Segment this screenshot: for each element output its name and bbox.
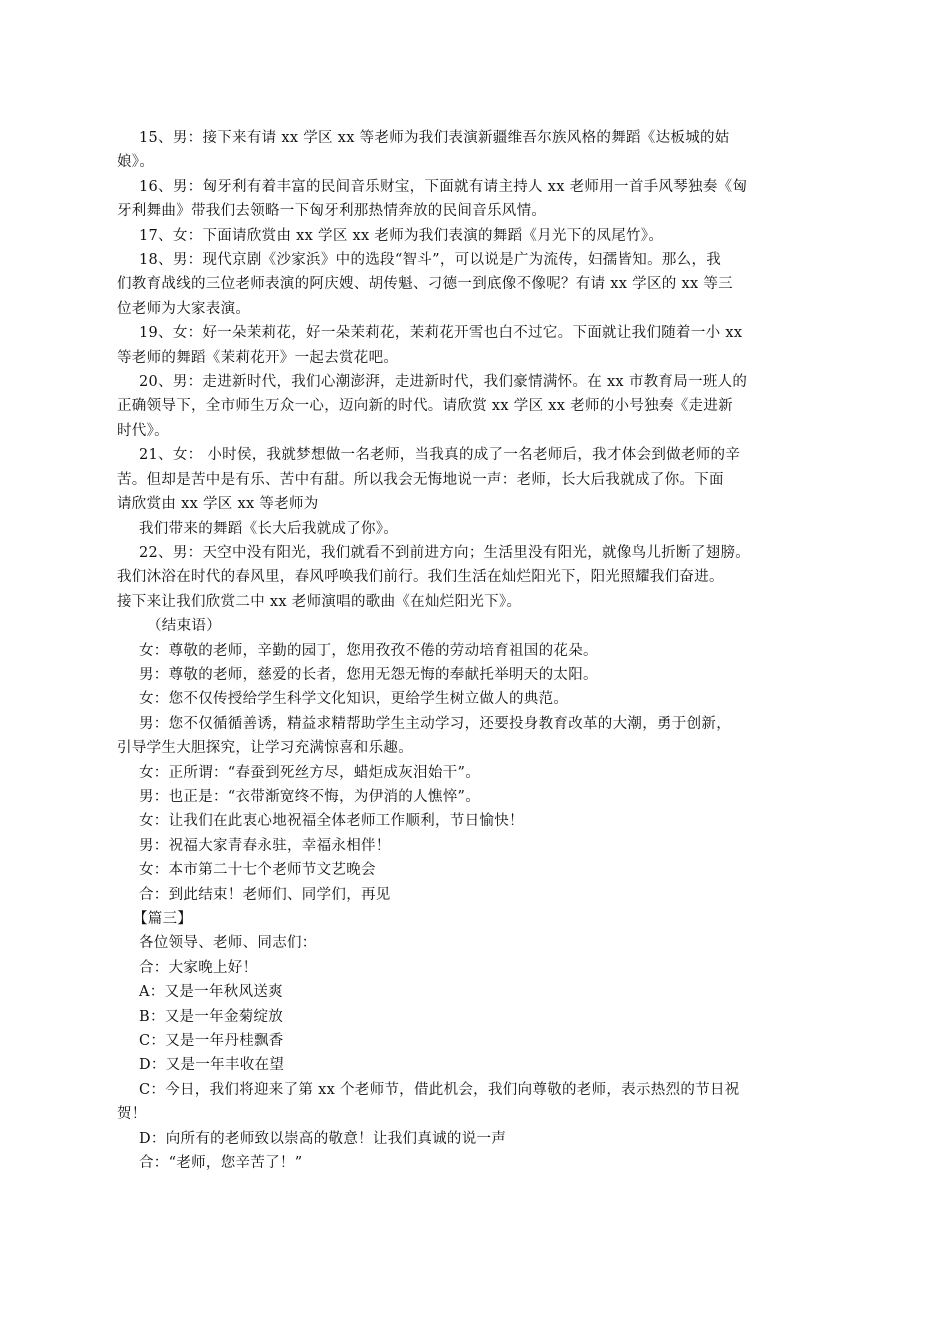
paragraph	[117, 370, 807, 443]
text-line: 18、男：现代京剧《沙家浜》中的选段“智斗”，可以说是广为流传，妇孺皆知。那么，我	[139, 252, 722, 269]
paragraph	[117, 687, 807, 711]
text-line: 各位领导、老师、同志们：	[139, 935, 317, 952]
text-line: 22、男：天空中没有阳光，我们就看不到前进方向；生活里没有阳光，就像鸟儿折断了翅膀。	[139, 544, 751, 561]
paragraph	[117, 517, 807, 541]
paragraph	[117, 175, 807, 224]
text-line: 【篇三】	[133, 911, 193, 927]
text-line: 贺！	[117, 1106, 147, 1123]
document-body	[117, 126, 807, 1175]
text-line: 男：尊敬的老师，慈爱的长者，您用无怨无悔的奉献托举明天的太阳。	[139, 666, 598, 683]
text-line: 男：也正是：“衣带渐宽终不悔，为伊消的人憔悴”。	[139, 788, 481, 805]
text-line: 男：祝福大家青春永驻，幸福永相伴！	[139, 837, 391, 854]
text-line: 15、男：接下来有请 xx 学区 xx 等老师为我们表演新疆维吾尔族风格的舞蹈《达板城的姑	[139, 130, 730, 146]
text-line: 苦。但却是苦中是有乐、苦中有甜。所以我会无悔地说一声：老师，长大后我就成了你。下面	[117, 471, 724, 488]
text-line: 牙利舞曲》带我们去领略一下匈牙利那热情奔放的民间音乐风情。	[117, 203, 547, 220]
text-line: D：又是一年丰收在望	[139, 1057, 285, 1074]
paragraph	[117, 541, 807, 614]
text-line: 请欣赏由 xx 学区 xx 等老师为	[117, 496, 319, 513]
text-line: 20、男：走进新时代，我们心潮澎湃，走进新时代，我们豪情满怀。在 xx 市教育局一班人的	[139, 374, 748, 391]
text-line: 合：大家晚上好！	[139, 959, 258, 976]
text-line: 女：您不仅传授给学生科学文化知识，更给学生树立做人的典范。	[139, 691, 569, 708]
paragraph	[117, 883, 807, 907]
paragraph	[117, 1151, 807, 1175]
text-line: 合：到此结束！老师们、同学们，再见	[139, 886, 391, 903]
text-line: （结束语）	[147, 618, 221, 635]
text-line: 们教育战线的三位老师表演的阿庆嫂、胡传魁、刁德一到底像不像呢？有请 xx 学区的 xx 等三	[117, 276, 733, 293]
text-line: B：又是一年金菊绽放	[139, 1008, 284, 1025]
paragraph	[117, 1127, 807, 1151]
text-line: 合：“老师，您辛苦了！”	[139, 1155, 303, 1172]
paragraph	[117, 809, 807, 833]
paragraph	[117, 224, 807, 248]
text-line: A：又是一年秋风送爽	[139, 984, 283, 1001]
text-line: C：又是一年丹桂飘香	[139, 1033, 284, 1050]
paragraph	[117, 834, 807, 858]
paragraph	[117, 712, 807, 761]
paragraph	[117, 1053, 807, 1077]
text-line: 位老师为大家表演。	[117, 300, 251, 317]
text-line: 19、女：好一朵茉莉花，好一朵茉莉花，茉莉花开雪也白不过它。下面就让我们随着一小 xx	[139, 325, 743, 342]
text-line: 正确领导下，全市师生万众一心，迈向新的时代。请欣赏 xx 学区 xx 老师的小号独奏《走进新	[117, 398, 733, 415]
paragraph	[117, 321, 807, 370]
paragraph	[117, 907, 807, 931]
text-line: 等老师的舞蹈《茉莉花开》一起去赏花吧。	[117, 349, 399, 366]
text-line: 女：本市第二十七个老师节文艺晚会	[139, 862, 376, 879]
paragraph	[117, 1029, 807, 1053]
paragraph	[117, 1005, 807, 1029]
paragraph	[117, 956, 807, 980]
text-line: 女：让我们在此衷心地祝福全体老师工作顺利，节日愉快！	[139, 813, 524, 830]
text-line: 接下来让我们欣赏二中 xx 老师演唱的歌曲《在灿烂阳光下》。	[117, 593, 522, 610]
paragraph	[117, 663, 807, 687]
paragraph	[117, 785, 807, 809]
paragraph	[117, 639, 807, 663]
paragraph	[117, 614, 807, 638]
paragraph	[117, 858, 807, 882]
text-line: 16、男：匈牙利有着丰富的民间音乐财宝，下面就有请主持人 xx 老师用一首手风琴独奏《匈	[139, 178, 748, 195]
text-line: C：今日，我们将迎来了第 xx 个老师节，借此机会，我们向尊敬的老师，表示热烈的节日祝	[139, 1081, 740, 1098]
text-line: 男：您不仅循循善诱，精益求精帮助学生主动学习，还要投身教育改革的大潮，勇于创新，	[139, 715, 731, 732]
text-line: D：向所有的老师致以崇高的敬意！让我们真诚的说一声	[139, 1130, 507, 1147]
text-line: 娘》。	[117, 154, 155, 171]
text-line: 女：正所谓：“春蚕到死丝方尽，蜡炬成灰泪始干”。	[139, 764, 481, 781]
text-line: 我们沐浴在时代的春风里，春风呼唤我们前行。我们生活在灿烂阳光下，阳光照耀我们奋进。	[117, 569, 724, 586]
text-line: 我们带来的舞蹈《长大后我就成了你》。	[139, 520, 399, 537]
paragraph	[117, 126, 807, 175]
paragraph	[117, 931, 807, 955]
text-line: 女：尊敬的老师，辛勤的园丁，您用孜孜不倦的劳动培育祖国的花朵。	[139, 642, 598, 659]
paragraph	[117, 248, 807, 321]
text-line: 21、女： 小时侯，我就梦想做一名老师，当我真的成了一名老师后，我才体会到做老师的辛	[139, 447, 741, 464]
paragraph	[117, 443, 807, 516]
paragraph	[117, 761, 807, 785]
paragraph	[117, 1078, 807, 1127]
text-line: 17、女：下面请欣赏由 xx 学区 xx 老师为我们表演的舞蹈《月光下的凤尾竹》。	[139, 227, 664, 244]
text-line: 引导学生大胆探究，让学习充满惊喜和乐趣。	[117, 740, 413, 757]
text-line: 时代》。	[117, 422, 169, 439]
paragraph	[117, 980, 807, 1004]
